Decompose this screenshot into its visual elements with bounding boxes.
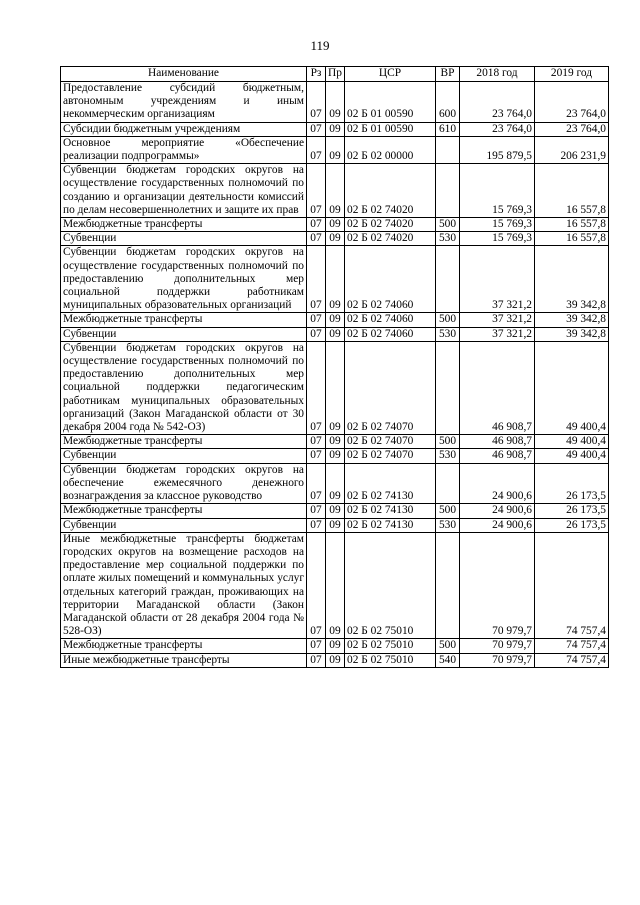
- row-pr: 09: [326, 449, 345, 463]
- table-row: [61, 341, 609, 434]
- row-rz: 07: [307, 341, 326, 434]
- table-row: [61, 82, 609, 123]
- header-vr: ВР: [436, 67, 460, 82]
- header-pr: Пр: [326, 67, 345, 82]
- row-vr: [436, 532, 460, 639]
- row-csr: 02 Б 02 74130: [345, 504, 436, 518]
- row-rz: 07: [307, 504, 326, 518]
- row-value-2019: 74 757,4: [535, 639, 609, 653]
- row-value-2018: 24 900,6: [460, 518, 535, 532]
- row-rz: 07: [307, 82, 326, 123]
- table-row: [61, 164, 609, 218]
- row-value-2019: 26 173,5: [535, 518, 609, 532]
- row-value-2019: 74 757,4: [535, 532, 609, 639]
- row-vr: 530: [436, 449, 460, 463]
- row-vr: 500: [436, 218, 460, 232]
- row-value-2019: 23 764,0: [535, 82, 609, 123]
- row-pr: 09: [326, 164, 345, 218]
- header-rz: Рз: [307, 67, 326, 82]
- row-pr: 09: [326, 653, 345, 667]
- row-vr: 530: [436, 232, 460, 246]
- header-2019: 2019 год: [535, 67, 609, 82]
- row-pr: 09: [326, 82, 345, 123]
- row-value-2018: 15 769,3: [460, 218, 535, 232]
- row-value-2018: 15 769,3: [460, 232, 535, 246]
- page-number: 119: [310, 38, 330, 53]
- table-row: [61, 246, 609, 313]
- row-pr: 09: [326, 532, 345, 639]
- row-rz: 07: [307, 122, 326, 136]
- row-value-2019: 49 400,4: [535, 435, 609, 449]
- row-name: Предоставление субсидий бюджетным, автономным учреждениям и иным некоммерческим организациям: [61, 82, 307, 123]
- row-name: Межбюджетные трансферты: [61, 504, 307, 518]
- row-value-2019: 39 342,8: [535, 327, 609, 341]
- table-row: [61, 136, 609, 163]
- row-rz: 07: [307, 313, 326, 327]
- row-value-2018: 70 979,7: [460, 532, 535, 639]
- table-row: [61, 518, 609, 532]
- row-name: Межбюджетные трансферты: [61, 218, 307, 232]
- row-vr: 500: [436, 504, 460, 518]
- row-name: Субвенции бюджетам городских округов на осуществление государственных полномочий по предоставлению дополнительных мер социальной поддержки педагогическим работникам муниципальных образовательных организаций (Закон Магаданской области от 30 декабря 2004 года № 542-ОЗ): [61, 341, 307, 434]
- row-value-2019: 23 764,0: [535, 122, 609, 136]
- table-row: [61, 653, 609, 667]
- row-vr: 500: [436, 639, 460, 653]
- row-vr: 500: [436, 313, 460, 327]
- row-pr: 09: [326, 435, 345, 449]
- row-value-2019: 206 231,9: [535, 136, 609, 163]
- row-csr: 02 Б 02 75010: [345, 653, 436, 667]
- row-name: Основное мероприятие «Обеспечение реализации подпрограммы»: [61, 136, 307, 163]
- row-value-2018: 46 908,7: [460, 341, 535, 434]
- row-csr: 02 Б 01 00590: [345, 122, 436, 136]
- row-csr: 02 Б 02 74020: [345, 218, 436, 232]
- row-pr: 09: [326, 504, 345, 518]
- table-row: [61, 532, 609, 639]
- row-value-2019: 16 557,8: [535, 232, 609, 246]
- row-rz: 07: [307, 232, 326, 246]
- row-vr: 540: [436, 653, 460, 667]
- row-pr: 09: [326, 218, 345, 232]
- row-rz: 07: [307, 518, 326, 532]
- row-csr: 02 Б 02 74020: [345, 232, 436, 246]
- table-row: [61, 232, 609, 246]
- table-body: [61, 82, 609, 668]
- row-vr: 600: [436, 82, 460, 123]
- row-csr: 02 Б 02 74070: [345, 449, 436, 463]
- table-row: [61, 435, 609, 449]
- row-name: Межбюджетные трансферты: [61, 435, 307, 449]
- row-name: Субсидии бюджетным учреждениям: [61, 122, 307, 136]
- row-name: Субвенции бюджетам городских округов на осуществление государственных полномочий по предоставлению дополнительных мер социальной поддержки работникам муниципальных образовательных организаций: [61, 246, 307, 313]
- table-row: [61, 218, 609, 232]
- row-value-2018: 37 321,2: [460, 246, 535, 313]
- row-vr: 530: [436, 327, 460, 341]
- row-name: Иные межбюджетные трансферты: [61, 653, 307, 667]
- row-csr: 02 Б 02 74070: [345, 341, 436, 434]
- row-csr: 02 Б 02 74130: [345, 518, 436, 532]
- table-row: [61, 449, 609, 463]
- row-name: Межбюджетные трансферты: [61, 313, 307, 327]
- row-rz: 07: [307, 246, 326, 313]
- row-csr: 02 Б 02 74020: [345, 164, 436, 218]
- table-row: [61, 463, 609, 504]
- row-csr: 02 Б 02 74060: [345, 246, 436, 313]
- row-name: Субвенции бюджетам городских округов на обеспечение ежемесячного денежного вознаграждения за классное руководство: [61, 463, 307, 504]
- row-rz: 07: [307, 532, 326, 639]
- row-value-2019: 39 342,8: [535, 246, 609, 313]
- table-row: [61, 313, 609, 327]
- row-name: Межбюджетные трансферты: [61, 639, 307, 653]
- row-value-2019: 49 400,4: [535, 341, 609, 434]
- row-rz: 07: [307, 218, 326, 232]
- header-name: Наименование: [61, 67, 307, 82]
- row-name: Субвенции бюджетам городских округов на осуществление государственных полномочий по созданию и организации деятельности комиссий по делам несовершеннолетних и защите их прав: [61, 164, 307, 218]
- row-value-2019: 26 173,5: [535, 504, 609, 518]
- row-value-2019: 49 400,4: [535, 449, 609, 463]
- row-pr: 09: [326, 232, 345, 246]
- budget-table: [60, 66, 609, 668]
- header-csr: ЦСР: [345, 67, 436, 82]
- table-row: [61, 504, 609, 518]
- row-rz: 07: [307, 639, 326, 653]
- table-row: [61, 639, 609, 653]
- row-rz: 07: [307, 164, 326, 218]
- row-value-2018: 24 900,6: [460, 504, 535, 518]
- row-vr: [436, 463, 460, 504]
- table-row: [61, 122, 609, 136]
- row-csr: 02 Б 02 75010: [345, 532, 436, 639]
- row-pr: 09: [326, 341, 345, 434]
- row-csr: 02 Б 02 74060: [345, 313, 436, 327]
- row-pr: 09: [326, 639, 345, 653]
- row-value-2018: 23 764,0: [460, 82, 535, 123]
- row-value-2018: 23 764,0: [460, 122, 535, 136]
- row-name: Субвенции: [61, 327, 307, 341]
- row-value-2018: 70 979,7: [460, 639, 535, 653]
- row-csr: 02 Б 02 74130: [345, 463, 436, 504]
- row-vr: 500: [436, 435, 460, 449]
- row-vr: 530: [436, 518, 460, 532]
- row-pr: 09: [326, 136, 345, 163]
- row-vr: [436, 246, 460, 313]
- row-csr: 02 Б 02 74060: [345, 327, 436, 341]
- row-vr: 610: [436, 122, 460, 136]
- header-2018: 2018 год: [460, 67, 535, 82]
- row-value-2019: 39 342,8: [535, 313, 609, 327]
- row-value-2018: 15 769,3: [460, 164, 535, 218]
- row-name: Субвенции: [61, 232, 307, 246]
- row-rz: 07: [307, 653, 326, 667]
- row-rz: 07: [307, 435, 326, 449]
- row-value-2018: 195 879,5: [460, 136, 535, 163]
- row-pr: 09: [326, 246, 345, 313]
- row-rz: 07: [307, 463, 326, 504]
- row-pr: 09: [326, 463, 345, 504]
- table-header-row: [61, 67, 609, 82]
- row-csr: 02 Б 02 74070: [345, 435, 436, 449]
- row-value-2018: 70 979,7: [460, 653, 535, 667]
- row-rz: 07: [307, 327, 326, 341]
- row-value-2019: 16 557,8: [535, 164, 609, 218]
- row-value-2019: 16 557,8: [535, 218, 609, 232]
- row-pr: 09: [326, 518, 345, 532]
- row-rz: 07: [307, 449, 326, 463]
- row-value-2019: 26 173,5: [535, 463, 609, 504]
- row-name: Субвенции: [61, 518, 307, 532]
- table-row: [61, 327, 609, 341]
- row-value-2018: 24 900,6: [460, 463, 535, 504]
- row-vr: [436, 164, 460, 218]
- row-name: Иные межбюджетные трансферты бюджетам городских округов на возмещение расходов на предоставление мер социальной поддержки по оплате жилых помещений и коммунальных услуг отдельных категорий граждан, проживающих на территории Магаданской области (Закон Магаданской области от 28 декабря 2004 года № 528-ОЗ): [61, 532, 307, 639]
- row-pr: 09: [326, 122, 345, 136]
- row-vr: [436, 136, 460, 163]
- row-value-2018: 46 908,7: [460, 435, 535, 449]
- row-csr: 02 Б 02 00000: [345, 136, 436, 163]
- row-value-2018: 37 321,2: [460, 327, 535, 341]
- row-csr: 02 Б 01 00590: [345, 82, 436, 123]
- row-vr: [436, 341, 460, 434]
- row-value-2018: 46 908,7: [460, 449, 535, 463]
- row-rz: 07: [307, 136, 326, 163]
- row-name: Субвенции: [61, 449, 307, 463]
- row-pr: 09: [326, 327, 345, 341]
- row-pr: 09: [326, 313, 345, 327]
- row-csr: 02 Б 02 75010: [345, 639, 436, 653]
- row-value-2019: 74 757,4: [535, 653, 609, 667]
- row-value-2018: 37 321,2: [460, 313, 535, 327]
